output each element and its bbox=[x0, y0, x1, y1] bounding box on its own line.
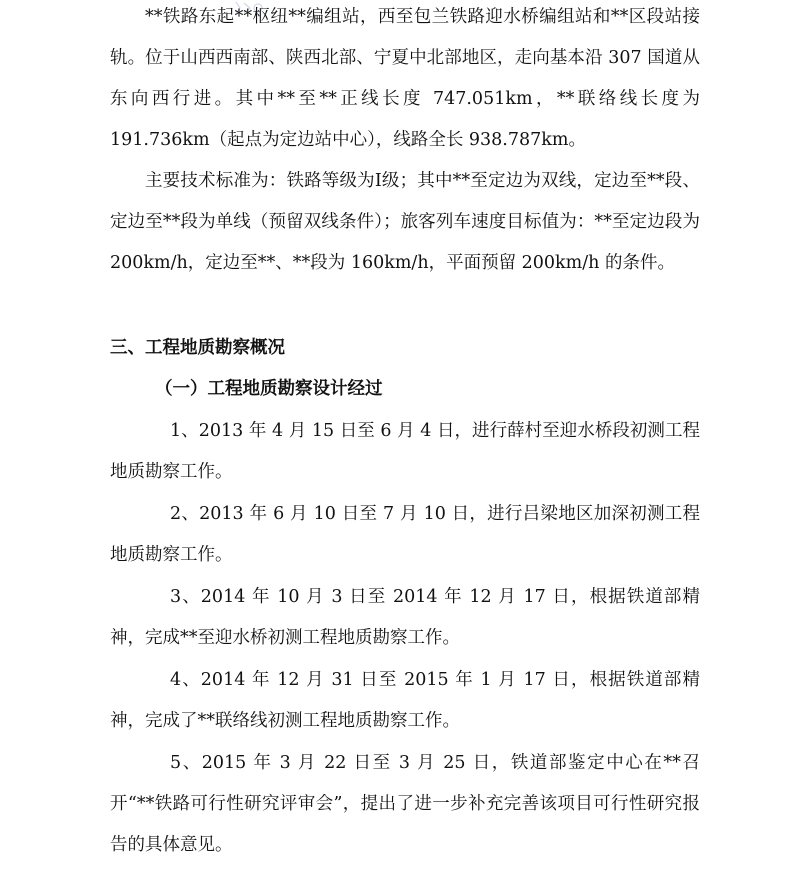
intro-paragraph-2: 主要技术标准为：铁路等级为Ⅰ级；其中**至定边为双线，定边至**段、定边至**段为单线（预留双线条件）；旅客列车速度目标值为：**至定边段为 200km/h，定边至**、**段为 160km/h，平面预留 200km/h 的条件。 bbox=[110, 171, 700, 273]
list-item: 1、2013 年 4 月 15 日至 6 月 4 日，进行薛村至迎水桥段初测工程地质勘察工作。 bbox=[110, 421, 700, 482]
list-item: 4、2014 年 12 月 31 日至 2015 年 1 月 17 日，根据铁道部精神，完成了**联络线初测工程地质勘察工作。 bbox=[110, 670, 700, 731]
list-item: 5、2015 年 3 月 22 日至 3 月 25 日，铁道部鉴定中心在**召开“**铁路可行性研究评审会”，提出了进一步补充完善该项目可行性研究报告的具体意见。 bbox=[110, 753, 700, 855]
list-item: 2、2013 年 6 月 10 日至 7 月 10 日，进行吕梁地区加深初测工程地质勘察工作。 bbox=[110, 504, 700, 565]
subsection-heading: （一）工程地质勘察设计经过 bbox=[155, 379, 383, 399]
section-heading: 三、工程地质勘察概况 bbox=[110, 338, 285, 358]
intro-paragraph-1: **铁路东起**枢纽**编组站，西至包兰铁路迎水桥编组站和**区段站接轨。位于山西西南部、陕西北部、宁夏中北部地区，走向基本沿 307 国道从东向西行进。其中**至**正线长度 747.051km，**联络线长度为 191.736km（起点为定边站中心），线路全长 938.787km。 bbox=[110, 7, 700, 150]
list-item: 3、2014 年 10 月 3 日至 2014 年 12 月 17 日，根据铁道部精神，完成**至迎水桥初测工程地质勘察工作。 bbox=[110, 587, 700, 648]
